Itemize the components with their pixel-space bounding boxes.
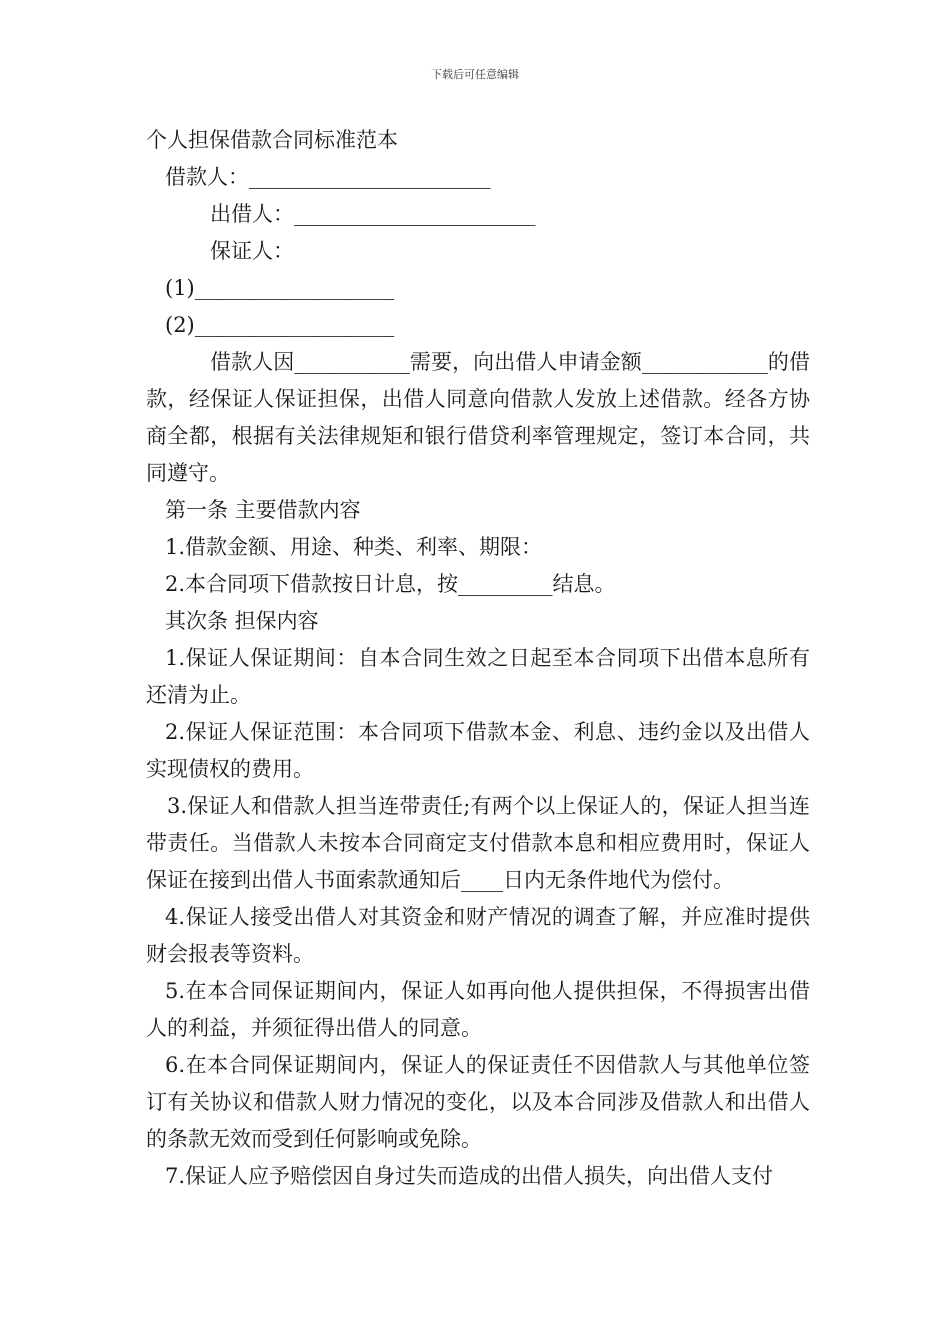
article-1-item-2: 2.本合同项下借款按日计息，按_________结息。 <box>165 572 616 596</box>
article-2-item-7: 7.保证人应予赔偿因自身过失而造成的出借人损失，向出借人支付 <box>165 1164 774 1188</box>
article-2-heading: 其次条 担保内容 <box>165 609 319 633</box>
document-title: 个人担保借款合同标准范本 <box>146 128 398 152</box>
intro-paragraph: 借款人因___________需要，向出借人申请金额____________的借款，经保证人保证担保，出借人同意向借款人发放上述借款。经各方协商全都，根据有关法律规矩和银行借贷利率管理规定，签订本合同，共同遵守。 <box>146 350 810 485</box>
lender-field: 出借人：_______________________ <box>210 202 536 226</box>
article-1-item-1: 1.借款金额、用途、种类、利率、期限： <box>165 535 543 559</box>
article-2-item-3: 3.保证人和借款人担当连带责任;有两个以上保证人的，保证人担当连带责任。当借款人未按本合同商定支付借款本息和相应费用时，保证人保证在接到出借人书面索款通知后____日内无条件地代为偿付。 <box>146 794 810 892</box>
article-2-item-1: 1.保证人保证期间：自本合同生效之日起至本合同项下出借本息所有还清为止。 <box>146 646 810 707</box>
article-2-item-6: 6.在本合同保证期间内，保证人的保证责任不因借款人与其他单位签订有关协议和借款人财力情况的变化，以及本合同涉及借款人和出借人的条款无效而受到任何影响或免除。 <box>146 1053 810 1151</box>
article-1-heading: 第一条 主要借款内容 <box>165 498 361 522</box>
guarantor-2-field: (2)___________________ <box>165 313 395 337</box>
article-2-item-4: 4.保证人接受出借人对其资金和财产情况的调查了解，并应准时提供财会报表等资料。 <box>146 905 810 966</box>
document-body <box>146 122 810 1195</box>
article-2-item-2: 2.保证人保证范围：本合同项下借款本金、利息、违约金以及出借人实现债权的费用。 <box>146 720 810 781</box>
borrower-field: 借款人：_______________________ <box>165 165 491 189</box>
article-2-item-5: 5.在本合同保证期间内，保证人如再向他人提供担保，不得损害出借人的利益，并须征得出借人的同意。 <box>146 979 810 1040</box>
guarantor-field: 保证人： <box>210 239 294 263</box>
page-header: 下载后可任意编辑 <box>431 68 519 81</box>
guarantor-1-field: (1)___________________ <box>165 276 395 300</box>
